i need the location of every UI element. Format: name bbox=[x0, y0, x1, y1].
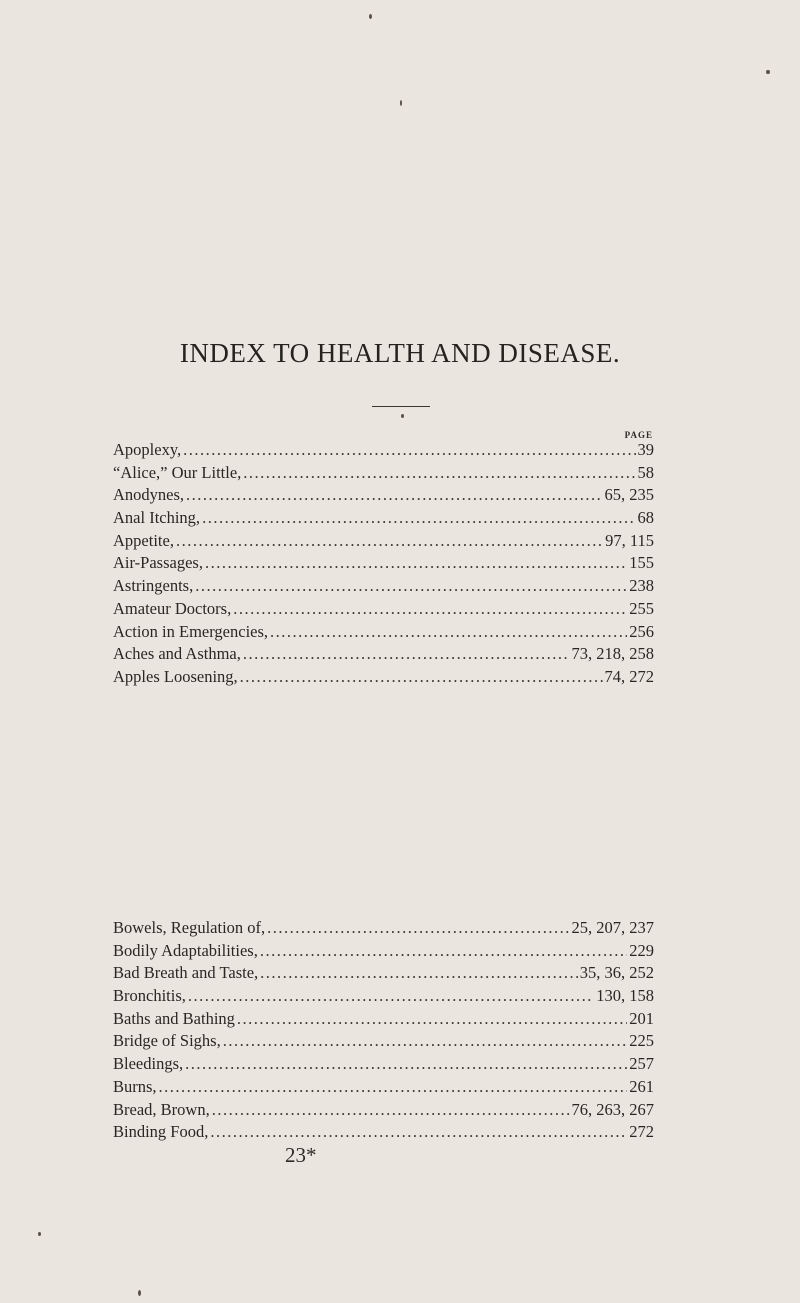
dot-leader bbox=[237, 1008, 627, 1031]
entry-term: Bridge of Sighs, bbox=[113, 1031, 221, 1051]
index-entry bbox=[113, 462, 654, 485]
entry-term: Bowels, Regulation of, bbox=[113, 918, 266, 937]
entry-pages: 261 bbox=[629, 1076, 654, 1096]
index-entry bbox=[113, 643, 654, 666]
index-entry bbox=[113, 621, 654, 644]
page-title: INDEX TO HEALTH AND DISEASE. bbox=[179, 338, 621, 368]
entry-term: Binding Food, bbox=[113, 1122, 209, 1142]
entry-term: Air-Passages, bbox=[113, 553, 203, 573]
dot-leader bbox=[260, 940, 627, 963]
dot-leader bbox=[210, 1121, 627, 1144]
entry-pages: 255 bbox=[629, 598, 654, 618]
index-entry bbox=[113, 530, 654, 553]
entry-pages: 272 bbox=[629, 1122, 654, 1142]
dot-leader bbox=[243, 643, 570, 666]
entry-term: Bronchitis, bbox=[113, 986, 186, 1006]
dot-leader bbox=[267, 917, 569, 940]
entry-pages: 68 bbox=[637, 508, 654, 528]
entry-pages: 229 bbox=[629, 940, 654, 960]
entry-term: Baths and Bathing bbox=[113, 1008, 235, 1028]
dot-leader bbox=[176, 530, 603, 553]
paper-speck bbox=[369, 14, 372, 19]
dot-leader bbox=[159, 1076, 628, 1099]
index-entry bbox=[113, 1076, 654, 1099]
paper-speck bbox=[401, 414, 404, 418]
dot-leader bbox=[186, 484, 602, 507]
dot-leader bbox=[233, 598, 627, 621]
dot-leader bbox=[195, 575, 627, 598]
entry-pages: 73, 218, 258 bbox=[571, 644, 654, 664]
entry-pages: 257 bbox=[629, 1054, 654, 1074]
entry-pages: 155 bbox=[629, 553, 654, 573]
entry-term: Amateur Doctors, bbox=[113, 598, 232, 618]
entry-term: Bodily Adaptabilities, bbox=[113, 940, 258, 960]
index-entry bbox=[113, 917, 654, 940]
entry-pages: 74, 272 bbox=[604, 666, 654, 686]
entry-pages: 39 bbox=[637, 440, 654, 459]
entry-term: Bad Breath and Taste, bbox=[113, 963, 259, 983]
paper-speck bbox=[138, 1290, 141, 1296]
dot-leader bbox=[270, 621, 627, 644]
entry-pages: 58 bbox=[637, 462, 654, 482]
index-section-b bbox=[113, 917, 654, 1144]
dot-leader bbox=[240, 666, 603, 689]
index-entry bbox=[113, 439, 654, 462]
signature-mark: 23* bbox=[285, 1143, 317, 1167]
dot-leader bbox=[202, 507, 635, 530]
entry-pages: 130, 158 bbox=[596, 986, 654, 1006]
dot-leader bbox=[183, 439, 635, 462]
entry-pages: 97, 115 bbox=[605, 530, 654, 550]
entry-term: Anodynes, bbox=[113, 485, 185, 505]
entry-term: Aches and Asthma, bbox=[113, 644, 241, 664]
entry-pages: 225 bbox=[629, 1031, 654, 1051]
entry-term: Apoplexy, bbox=[113, 440, 182, 459]
entry-term: Action in Emergencies, bbox=[113, 621, 269, 641]
title-rule bbox=[372, 406, 430, 407]
index-entry bbox=[113, 666, 654, 689]
dot-leader bbox=[205, 552, 627, 575]
entry-pages: 35, 36, 252 bbox=[579, 963, 654, 983]
paper-speck bbox=[766, 70, 770, 74]
dot-leader bbox=[212, 1099, 570, 1122]
entry-pages: 256 bbox=[629, 621, 654, 641]
entry-term: Bread, Brown, bbox=[113, 1099, 210, 1119]
index-entry bbox=[113, 962, 654, 985]
entry-pages: 65, 235 bbox=[604, 485, 654, 505]
index-entry bbox=[113, 1099, 654, 1122]
dot-leader bbox=[243, 462, 635, 485]
dot-leader bbox=[185, 1053, 627, 1076]
dot-leader bbox=[188, 985, 594, 1008]
entry-term: “Alice,” Our Little, bbox=[113, 462, 242, 482]
index-entry bbox=[113, 1121, 654, 1144]
index-section-a bbox=[113, 439, 654, 689]
index-entry bbox=[113, 985, 654, 1008]
entry-pages: 238 bbox=[629, 576, 654, 596]
entry-term: Anal Itching, bbox=[113, 508, 201, 528]
entry-pages: 25, 207, 237 bbox=[571, 918, 654, 937]
index-entry bbox=[113, 1030, 654, 1053]
index-entry bbox=[113, 1008, 654, 1031]
page-column-heading: PAGE bbox=[624, 430, 653, 440]
entry-term: Appetite, bbox=[113, 530, 174, 550]
index-entry bbox=[113, 484, 654, 507]
entry-term: Burns, bbox=[113, 1076, 157, 1096]
entry-term: Apples Loosening, bbox=[113, 666, 238, 686]
paper-speck bbox=[400, 100, 402, 106]
index-entry bbox=[113, 575, 654, 598]
dot-leader bbox=[260, 962, 578, 985]
dot-leader bbox=[223, 1030, 628, 1053]
index-entry bbox=[113, 552, 654, 575]
paper-speck bbox=[38, 1232, 41, 1236]
index-entry bbox=[113, 507, 654, 530]
index-entry bbox=[113, 1053, 654, 1076]
index-entry bbox=[113, 940, 654, 963]
index-entry bbox=[113, 598, 654, 621]
entry-pages: 201 bbox=[629, 1008, 654, 1028]
entry-term: Astringents, bbox=[113, 576, 194, 596]
entry-pages: 76, 263, 267 bbox=[571, 1099, 654, 1119]
entry-term: Bleedings, bbox=[113, 1054, 184, 1074]
